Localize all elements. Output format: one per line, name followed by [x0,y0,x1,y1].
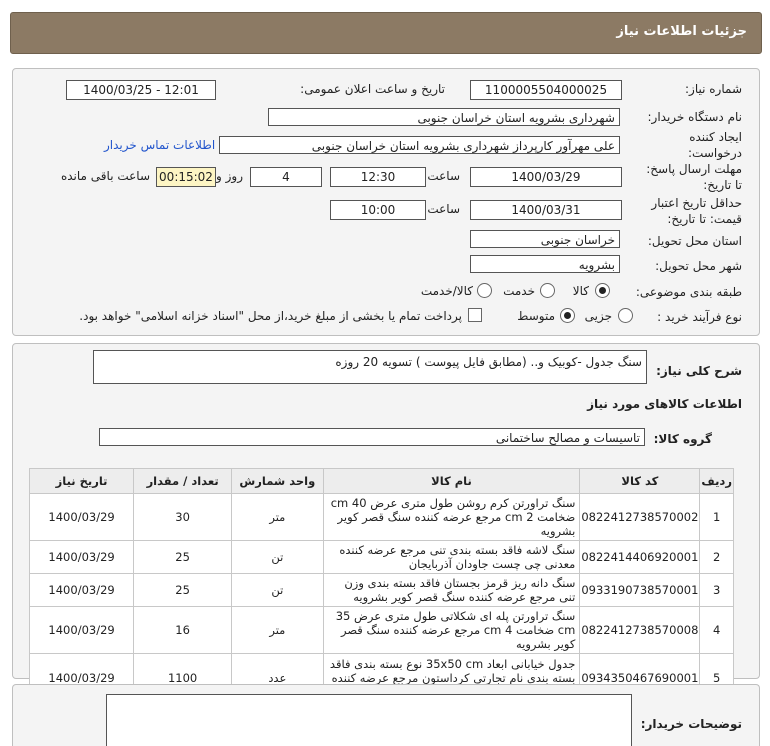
days-field: 4 [250,167,322,187]
cell-unit: تن [232,541,324,574]
days-label: روز و [216,169,243,183]
goods-group-label: گروه کالا: [653,432,712,446]
goods-table [29,468,734,702]
cell-date: 1400/03/29 [30,654,134,702]
cell-name: سنگ لاشه فاقد بسته بندی تنی مرجع عرضه کننده معدنی چی چست جاودان آذربایجان [323,541,580,574]
category-radio-goods[interactable] [595,283,610,298]
remaining-label: ساعت باقی مانده [60,169,150,183]
process-option-medium: متوسط [517,309,555,323]
cell-index: 3 [700,574,734,607]
column-unit: واحد شمارش [232,469,324,494]
cell-unit: متر [232,607,324,654]
cell-code: 0933190738570001 [580,574,700,607]
cell-code: 0934350467690001 [580,654,700,702]
city-label: شهر محل تحویل: [655,259,742,273]
validity-time-field: 10:00 [330,200,426,220]
cell-qty: 1100 [134,654,232,702]
category-option-service: خدمت [503,284,535,298]
buyer-notes-box [106,694,632,746]
cell-index: 2 [700,541,734,574]
category-option-goods: کالا [572,284,589,298]
description-text: سنگ جدول -کوبیک و.. (مطابق فایل پیوست ) تسویه 20 روزه [335,355,642,369]
cell-qty: 30 [134,494,232,541]
category-radio-goods-service[interactable] [477,283,492,298]
cell-code: 0822412738570002 [580,494,700,541]
column-name: نام کالا [323,469,580,494]
cell-date: 1400/03/29 [30,607,134,654]
category-radio-service[interactable] [540,283,555,298]
process-radio-medium[interactable] [560,308,575,323]
column-date: تاریخ نیاز [30,469,134,494]
table-row [30,494,734,541]
province-field: خراسان جنوبی [470,230,620,248]
payment-note: پرداخت تمام یا بخشی از مبلغ خرید،از محل "اسناد خزانه اسلامی" خواهد بود. [79,309,462,323]
contact-buyer-link[interactable]: اطلاعات تماس خریدار [104,138,216,152]
buyer-org-field: شهرداری بشرویه استان خراسان جنوبی [268,108,620,126]
cell-qty: 25 [134,541,232,574]
buyer-org-label: نام دستگاه خریدار: [647,110,742,124]
deadline-label-2: تا تاریخ: [703,178,742,192]
cell-date: 1400/03/29 [30,494,134,541]
announce-field: 1400/03/25 - 12:01 [66,80,216,100]
cell-name: سنگ تراورتن پله ای شکلاتی طول متری عرض 35 cm ضخامت 4 cm مرجع عرضه کننده سنگ قصر کویر بشرویه [323,607,580,654]
goods-group-field: تاسیسات و مصالح ساختمانی [99,428,645,446]
cell-name: جدول خیابانی ابعاد 35x50 cm نوع بسته بندی فاقد بسته بندی نام تجارتی کرداستون مرجع عرضه کننده [323,654,580,702]
validity-time-label: ساعت [427,202,460,216]
description-label: شرح کلی نیاز: [656,364,742,378]
need-number-field: 1100005504000025 [470,80,622,100]
column-index: ردیف [700,469,734,494]
cell-code: 0822414406920001 [580,541,700,574]
creator-label-2: درخواست: [688,146,742,160]
cell-date: 1400/03/29 [30,574,134,607]
province-label: استان محل تحویل: [647,234,742,248]
table-row [30,574,734,607]
process-radio-minor[interactable] [618,308,633,323]
cell-name: سنگ تراورتن کرم روشن طول متری عرض 40 cm ضخامت 2 cm مرجع عرضه کننده سنگ قصر کویر بشرویه [323,494,580,541]
buyer-notes-label: توضیحات خریدار: [640,717,742,731]
cell-unit: تن [232,574,324,607]
need-number-label: شماره نیاز: [685,82,742,96]
table-row [30,607,734,654]
creator-label-1: ایجاد کننده [689,130,742,144]
treasury-payment-checkbox[interactable] [468,308,482,322]
cell-index: 5 [700,654,734,702]
remaining-time-field: 00:15:02 [156,167,216,187]
deadline-time-label: ساعت [427,169,460,183]
cell-unit: عدد [232,654,324,702]
table-row [30,541,734,574]
validity-label-1: حداقل تاریخ اعتبار [651,196,742,210]
deadline-date-field: 1400/03/29 [470,167,622,187]
cell-qty: 25 [134,574,232,607]
category-label: طبقه بندی موضوعی: [635,285,742,299]
page-header [10,12,762,54]
process-option-minor: جزیی [584,309,612,323]
page-title: جزئیات اطلاعات نیاز [616,24,747,39]
announce-label: تاریخ و ساعت اعلان عمومی: [300,82,445,96]
cell-qty: 16 [134,607,232,654]
deadline-label-1: مهلت ارسال پاسخ: [646,162,742,176]
column-qty: تعداد / مقدار [134,469,232,494]
deadline-time-field: 12:30 [330,167,426,187]
goods-section-title: اطلاعات کالاهای مورد نیاز [587,397,742,411]
validity-date-field: 1400/03/31 [470,200,622,220]
cell-name: سنگ دانه ریز قرمز بجستان فاقد بسته بندی وزن تنی مرجع عرضه کننده سنگ قصر کویر بشرویه [323,574,580,607]
validity-label-2: قیمت: تا تاریخ: [667,212,742,226]
process-label: نوع فرآیند خرید : [657,310,742,324]
cell-unit: متر [232,494,324,541]
column-code: کد کالا [580,469,700,494]
creator-field: علی مهرآور کارپرداز شهرداری بشرویه استان خراسان جنوبی [219,136,620,154]
category-option-goods-service: کالا/خدمت [420,284,473,298]
cell-index: 4 [700,607,734,654]
goods-table-header [30,469,734,494]
cell-code: 0822412738570008 [580,607,700,654]
city-field: بشرویه [470,255,620,273]
cell-index: 1 [700,494,734,541]
cell-date: 1400/03/29 [30,541,134,574]
